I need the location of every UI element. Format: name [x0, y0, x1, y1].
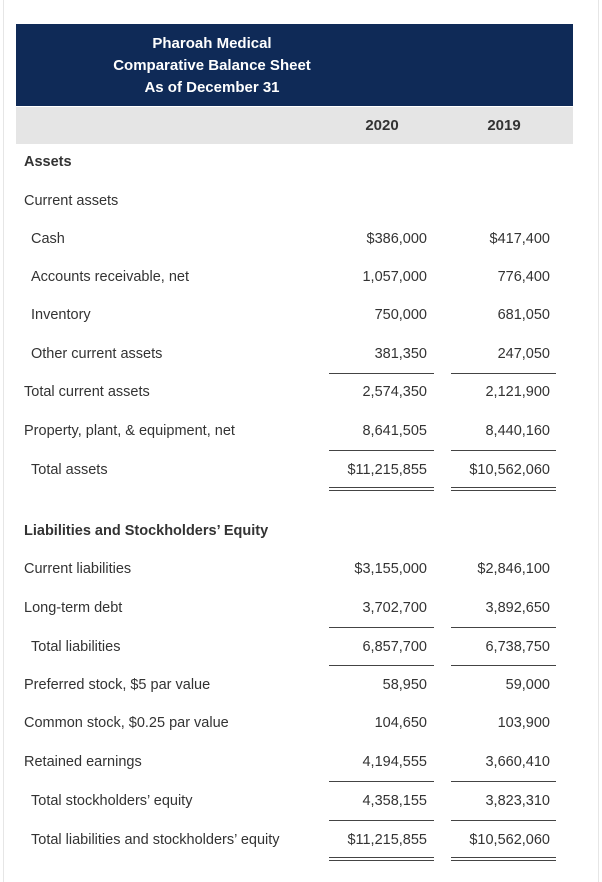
- row-label: Property, plant, & equipment, net: [24, 423, 235, 439]
- year-2020-header: 2020: [365, 117, 399, 134]
- row-label: Preferred stock, $5 par value: [24, 677, 211, 693]
- value-2020: 750,000: [374, 307, 427, 323]
- current-liabilities-row: [0, 558, 602, 580]
- row-label: Cash: [31, 231, 65, 247]
- value-2020: 4,358,155: [362, 793, 427, 809]
- double-rule: [451, 860, 556, 861]
- row-label: Retained earnings: [24, 754, 142, 770]
- current-assets-heading: Current assets: [24, 193, 119, 209]
- value-2019: 3,823,310: [485, 793, 550, 809]
- row-label: Total liabilities and stockholders’ equity: [31, 832, 280, 848]
- total-liabilities-equity-row: [0, 829, 602, 851]
- current-assets-heading-row: [0, 190, 602, 212]
- total-assets-row: [0, 459, 602, 481]
- row-label: Total liabilities: [31, 639, 121, 655]
- value-2020: 58,950: [382, 677, 427, 693]
- subtotal-rule: [451, 665, 556, 666]
- subtotal-rule: [451, 450, 556, 451]
- statement-title: Comparative Balance Sheet: [113, 57, 311, 74]
- value-2019: 247,050: [497, 346, 550, 362]
- total-liabilities-row: [0, 636, 602, 658]
- ppe-row: [0, 420, 602, 442]
- double-rule: [329, 490, 434, 491]
- assets-heading: Assets: [24, 154, 72, 170]
- common-stock-row: [0, 712, 602, 734]
- statement-date: As of December 31: [144, 79, 280, 96]
- value-2019: 6,738,750: [485, 639, 550, 655]
- subtotal-rule: [451, 781, 556, 782]
- value-2019: 776,400: [497, 269, 550, 285]
- row-label: Long-term debt: [24, 600, 123, 616]
- row-label: Total assets: [31, 462, 108, 478]
- table-row: [0, 304, 602, 326]
- value-2019: $417,400: [489, 231, 550, 247]
- double-rule: [329, 857, 434, 858]
- value-2019: $2,846,100: [477, 561, 550, 577]
- table-row: [0, 266, 602, 288]
- liabilities-heading-row: [0, 520, 602, 542]
- value-2020: $11,215,855: [347, 832, 427, 848]
- total-equity-row: [0, 790, 602, 812]
- subtotal-rule: [329, 450, 434, 451]
- double-rule: [329, 860, 434, 861]
- value-2020: 8,641,505: [362, 423, 427, 439]
- row-label: Total stockholders’ equity: [31, 793, 193, 809]
- row-label: Inventory: [31, 307, 91, 323]
- value-2019: 3,660,410: [485, 754, 550, 770]
- value-2020: 104,650: [374, 715, 427, 731]
- table-row: [0, 343, 602, 365]
- subtotal-rule: [329, 665, 434, 666]
- value-2019: $10,562,060: [469, 832, 550, 848]
- year-2019-header: 2019: [487, 117, 521, 134]
- subtotal-rule: [329, 627, 434, 628]
- subtotal-rule: [451, 373, 556, 374]
- value-2020: 2,574,350: [362, 384, 427, 400]
- value-2020: $3,155,000: [354, 561, 427, 577]
- long-term-debt-row: [0, 597, 602, 619]
- row-label: Total current assets: [24, 384, 150, 400]
- subtotal-rule: [451, 820, 556, 821]
- year-header: [16, 107, 573, 144]
- double-rule: [329, 487, 434, 488]
- preferred-stock-row: [0, 674, 602, 696]
- retained-earnings-row: [0, 751, 602, 773]
- value-2020: $386,000: [366, 231, 427, 247]
- value-2020: 381,350: [374, 346, 427, 362]
- subtotal-rule: [329, 820, 434, 821]
- double-rule: [451, 857, 556, 858]
- subtotal-rule: [329, 781, 434, 782]
- liabilities-heading: Liabilities and Stockholders’ Equity: [24, 523, 269, 539]
- value-2020: 6,857,700: [362, 639, 427, 655]
- statement-header: [16, 24, 573, 106]
- total-current-assets-row: [0, 381, 602, 403]
- assets-heading-row: [0, 151, 602, 173]
- value-2019: 103,900: [497, 715, 550, 731]
- value-2020: 3,702,700: [362, 600, 427, 616]
- subtotal-rule: [451, 627, 556, 628]
- double-rule: [451, 490, 556, 491]
- value-2020: 4,194,555: [362, 754, 427, 770]
- value-2019: 2,121,900: [485, 384, 550, 400]
- company-name: Pharoah Medical: [152, 35, 272, 52]
- value-2020: 1,057,000: [362, 269, 427, 285]
- value-2019: 681,050: [497, 307, 550, 323]
- row-label: Current liabilities: [24, 561, 132, 577]
- value-2019: 3,892,650: [485, 600, 550, 616]
- table-row: [0, 228, 602, 250]
- value-2019: 59,000: [505, 677, 550, 693]
- value-2020: $11,215,855: [347, 462, 427, 478]
- row-label: Common stock, $0.25 par value: [24, 715, 229, 731]
- double-rule: [451, 487, 556, 488]
- subtotal-rule: [329, 373, 434, 374]
- row-label: Other current assets: [31, 346, 163, 362]
- row-label: Accounts receivable, net: [31, 269, 189, 285]
- value-2019: $10,562,060: [469, 462, 550, 478]
- value-2019: 8,440,160: [485, 423, 550, 439]
